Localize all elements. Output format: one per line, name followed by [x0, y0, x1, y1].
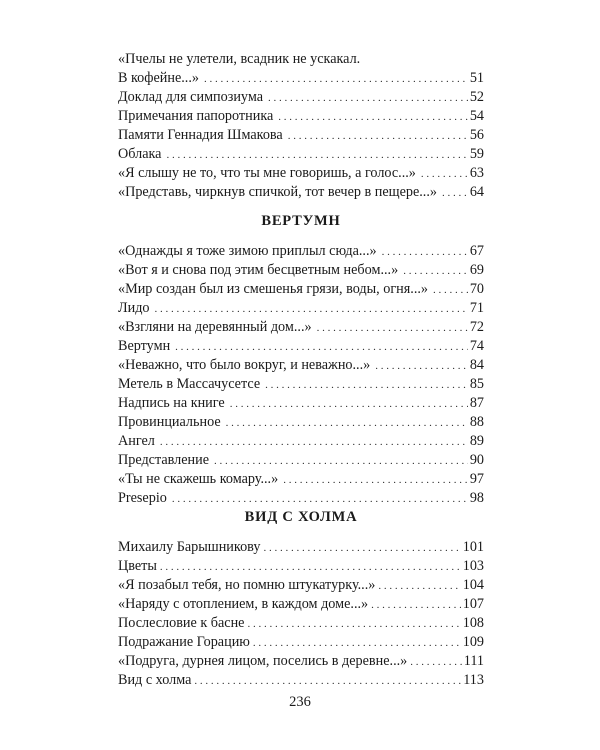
toc-entry-title: Подражание Горацию: [118, 634, 250, 650]
toc-entry-page: 109: [462, 634, 484, 650]
toc-entry-page: 97: [469, 471, 484, 487]
toc-dot-leader: [194, 672, 461, 691]
toc-entry-page: 107: [462, 596, 484, 612]
toc-entry-title: «Однажды я тоже зимою приплыл сюда...»: [118, 243, 377, 259]
toc-dot-leader: [433, 281, 468, 300]
toc-dot-leader: [247, 615, 460, 634]
toc-entry-title: Лидо: [118, 300, 150, 316]
toc-entry-page: 85: [469, 376, 484, 392]
toc-entry-title: «Мир создан был из смешенья грязи, воды, огня...»: [118, 281, 429, 297]
toc-entry-page: 113: [463, 672, 484, 688]
toc-entry: [118, 652, 484, 671]
toc-entry: [118, 375, 484, 394]
toc-entry-page: 111: [463, 653, 484, 669]
toc-entry: [118, 470, 484, 489]
toc-dot-leader: [175, 338, 468, 357]
toc-entry-title: Послесловие к басне: [118, 615, 245, 631]
toc-entry-title: Надпись на книге: [118, 395, 225, 411]
toc-section-1: [118, 50, 484, 202]
toc-entry: [118, 280, 484, 299]
toc-dot-leader: [283, 471, 468, 490]
toc-dot-leader: [204, 70, 468, 89]
toc-entry-title: Представление: [118, 452, 210, 468]
toc-dot-leader: [253, 634, 461, 653]
toc-dot-leader: [317, 319, 468, 338]
toc-entry: [118, 242, 484, 261]
toc-dot-leader: [288, 127, 468, 146]
toc-entry: [118, 595, 484, 614]
toc-entry: [118, 671, 484, 690]
toc-dot-leader: [214, 452, 468, 471]
section-heading: ВЕРТУМН: [261, 213, 341, 229]
toc-entry-page: 103: [462, 558, 484, 574]
toc-entry-title: Presepio: [118, 490, 167, 506]
toc-entry-page: 89: [469, 433, 484, 449]
toc-dot-leader: [378, 577, 460, 596]
toc-entry-title: «Подруга, дурнея лицом, поселись в деревне...»: [118, 653, 408, 669]
toc-entry-title-line: «Пчелы не улетели, всадник не ускакал.: [118, 51, 361, 67]
toc-dot-leader: [268, 89, 468, 108]
toc-entry: [118, 451, 484, 470]
toc-dot-leader: [265, 376, 468, 395]
toc-entry-title: Вид с холма: [118, 672, 192, 688]
toc-dot-leader: [160, 558, 461, 577]
toc-entry: [118, 183, 484, 202]
toc-entry: [118, 489, 484, 508]
toc-entry-page: 59: [469, 146, 484, 162]
toc-entry-page: 88: [469, 414, 484, 430]
toc-dot-leader: [371, 596, 461, 615]
toc-entry-page: 69: [469, 262, 484, 278]
toc-dot-leader: [226, 414, 468, 433]
toc-entry-title: «Я позабыл тебя, но помню штукатурку...»: [118, 577, 376, 593]
toc-section-3: [118, 508, 484, 690]
toc-entry-title: В кофейне...»: [118, 70, 199, 86]
toc-entry: [118, 318, 484, 337]
toc-entry: [118, 413, 484, 432]
toc-entry-page: 70: [469, 281, 484, 297]
toc-entry-title: Доклад для симпозиума: [118, 89, 264, 105]
toc-entry-title: Метель в Массачусетсе: [118, 376, 261, 392]
toc-entry-page: 51: [469, 70, 484, 86]
toc-entry-page: 104: [462, 577, 484, 593]
toc-dot-leader: [382, 243, 468, 262]
toc-entry-title: «Ты не скажешь комару...»: [118, 471, 279, 487]
toc-entry-page: 74: [469, 338, 484, 354]
toc-entry-title: Памяти Геннадия Шмакова: [118, 127, 283, 143]
toc-dot-leader: [421, 165, 468, 184]
toc-entry-title: Михаилу Барышникову: [118, 539, 261, 555]
toc-dot-leader: [410, 653, 462, 672]
toc-entry: [118, 633, 484, 652]
toc-entry: [118, 145, 484, 164]
toc-entry-page: 52: [469, 89, 484, 105]
toc-entry-page: 72: [469, 319, 484, 335]
toc-dot-leader: [442, 184, 468, 203]
toc-dot-leader: [403, 262, 468, 281]
toc-entry: [118, 69, 484, 88]
toc-dot-leader: [230, 395, 468, 414]
page-number: 236: [289, 694, 311, 710]
toc-entry-page: 54: [469, 108, 484, 124]
toc-entry-title: Примечания папоротника: [118, 108, 274, 124]
toc-dot-leader: [166, 146, 467, 165]
toc-entry: [118, 337, 484, 356]
toc-dot-leader: [155, 300, 468, 319]
section-heading: ВИД С ХОЛМА: [244, 509, 358, 525]
toc-entry-title: «Неважно, что было вокруг, и неважно...»: [118, 357, 371, 373]
toc-entry-title: Цветы: [118, 558, 157, 574]
toc-entry: [118, 299, 484, 318]
toc-entry-title: «Представь, чиркнув спичкой, тот вечер в пещере...»: [118, 184, 437, 200]
toc-entry: [118, 557, 484, 576]
toc-entry-title: «Наряду с отоплением, в каждом доме...»: [118, 596, 369, 612]
toc-entry-page: 56: [469, 127, 484, 143]
toc-section-2: [118, 212, 484, 508]
toc-entry: [118, 394, 484, 413]
toc-entry-page: 63: [469, 165, 484, 181]
toc-entry: [118, 356, 484, 375]
toc-entry-page: 67: [469, 243, 484, 259]
toc-entry-page: 87: [469, 395, 484, 411]
toc-entry-title: Вертумн: [118, 338, 171, 354]
toc-entry-title: Провинциальное: [118, 414, 221, 430]
toc-dot-leader: [172, 490, 468, 509]
toc-entry: [118, 107, 484, 126]
toc-entry-page: 98: [469, 490, 484, 506]
toc-entry-page: 64: [469, 184, 484, 200]
toc-dot-leader: [375, 357, 468, 376]
toc-entry-title: «Вот я и снова под этим бесцветным небом...»: [118, 262, 399, 278]
toc-entry: [118, 432, 484, 451]
toc-entry: [118, 614, 484, 633]
toc-entry-page: 90: [469, 452, 484, 468]
toc-entry-title: «Взгляни на деревянный дом...»: [118, 319, 312, 335]
toc-dot-leader: [263, 539, 460, 558]
toc-entry-title: Ангел: [118, 433, 155, 449]
toc-entry: [118, 126, 484, 145]
toc-entry-page: 84: [469, 357, 484, 373]
toc-entry-page: 108: [462, 615, 484, 631]
toc-entry-title: «Я слышу не то, что ты мне говоришь, а голос...»: [118, 165, 416, 181]
toc-entry-page: 71: [469, 300, 484, 316]
toc-entry-title: Облака: [118, 146, 162, 162]
toc-entry-page: 101: [462, 539, 484, 555]
toc-dot-leader: [278, 108, 468, 127]
toc-entry: [118, 576, 484, 595]
toc-entry: [118, 88, 484, 107]
toc-entry: [118, 538, 484, 557]
toc-dot-leader: [160, 433, 468, 452]
toc-entry: [118, 164, 484, 183]
toc-entry: [118, 261, 484, 280]
